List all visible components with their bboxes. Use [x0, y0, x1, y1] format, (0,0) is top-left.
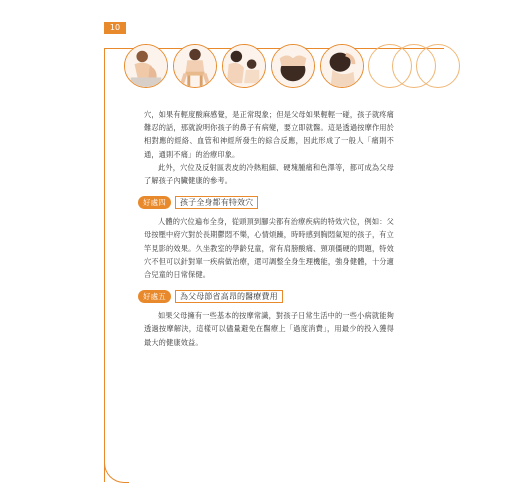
margin-rule-curve: [104, 462, 129, 483]
neck-massage-photo: [320, 44, 364, 88]
section-title: 為父母節省高昂的醫療費用: [175, 290, 283, 303]
child-on-stool-photo: [173, 44, 217, 88]
section-tag: 好處五: [138, 290, 171, 303]
page-number: 10: [104, 22, 126, 34]
section-tag: 好處四: [138, 196, 171, 209]
paragraph: 人體的穴位遍布全身，從頭頂到腳尖都有治療疾病的特效穴位，例如：父母按壓中府穴對於長期鬱悶不樂，心情煩躁，時時感到胸悶氣短的孩子，有立竿見影的效果。久坐教室的學齡兒童，常有肩膀酸痛、頸項僵硬的問題，特效穴不但可以針對單一疾病做治療，還可調整全身生理機能，強身健體，十分適合兒童的日常保健。: [144, 217, 394, 280]
article-body: [144, 108, 394, 349]
section-heading: [138, 196, 394, 209]
photo-strip: [124, 44, 364, 90]
section-title: 孩子全身都有特效穴: [175, 196, 258, 209]
person-sitting-knee-photo: [124, 44, 168, 88]
mother-child-massage-photo: [222, 44, 266, 88]
decorative-circle: [416, 44, 460, 88]
section-heading: [138, 290, 394, 303]
head-massage-photo: [271, 44, 315, 88]
margin-rule: [104, 48, 105, 482]
paragraph: 如果父母擁有一些基本的按摩常識，對孩子日常生活中的一些小病就能夠透過按摩解決，這樣可以儘量避免在醫療上「過度消費」，用最少的投入獲得最大的健康效益。: [144, 311, 394, 347]
paragraph: 此外，穴位及反射區表皮的冷熱粗細、硬塊腫痛和色澤等，都可成為父母了解孩子內臟健康的參考。: [144, 162, 394, 186]
paragraph: 穴，如果有輕度酸麻感覺，是正常現象；但是父母如果輕輕一碰，孩子就疼痛難忍的話，那就說明你孩子的鼻子有病變，要立即就醫。這是透過按摩作用於相對應的經絡、血管和神經所發生的綜合反應，因此形成了一般人「痛則不通，通則不痛」的治療印象。: [144, 110, 394, 159]
